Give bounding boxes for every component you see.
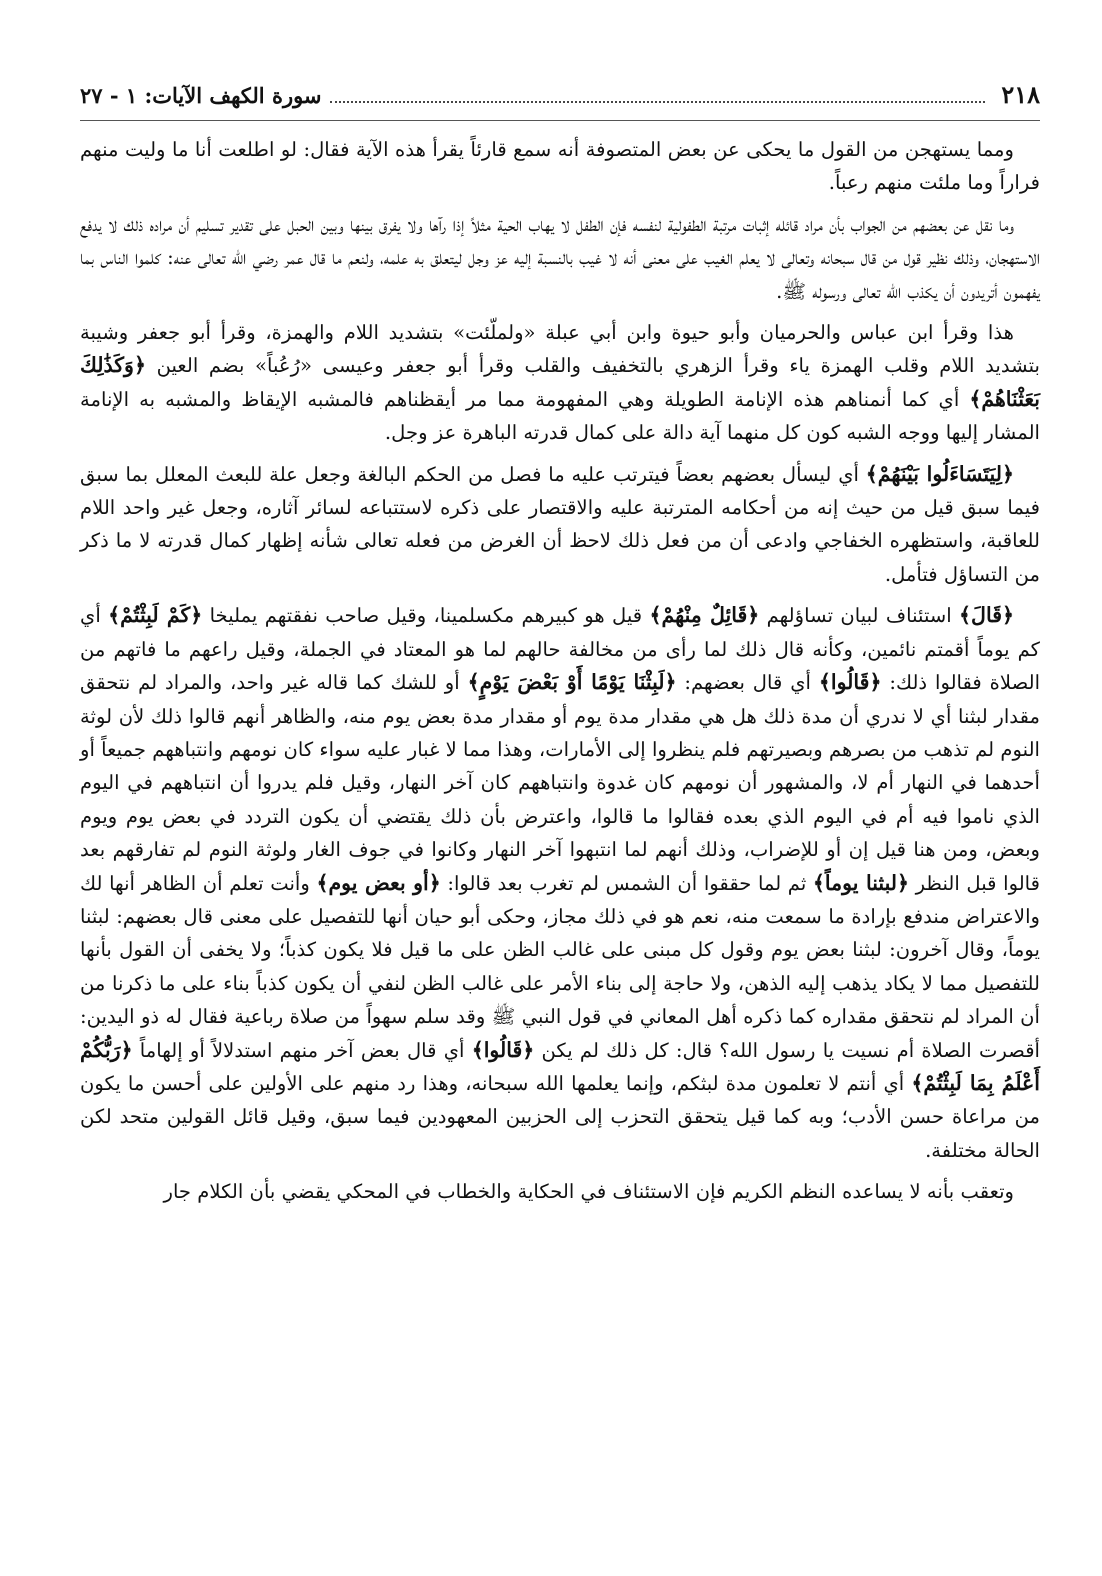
paragraph: [80, 208, 1040, 308]
book-page: [80, 80, 1040, 1550]
quran-quote: ﴿أو بعض يوم﴾: [316, 870, 441, 895]
paragraph: [80, 133, 1040, 200]
text-run: استئناف لبيان تساؤلهم: [759, 604, 960, 628]
paragraph: [80, 458, 1040, 592]
text-run: قيل هو كبيرهم مكسلمينا، وقيل صاحب نفقتهم يمليخا: [202, 604, 650, 628]
paragraph: [80, 1175, 1040, 1208]
quran-quote: ﴿قَائِلٌ مِنْهُمْ﴾: [649, 603, 760, 628]
text-run: أي ليسأل بعضهم بعضاً فيترتب عليه ما فصل من الحكم البالغة وجعل علة للبعث المعلل بما سبق فيما سبق قيل من حيث إنه من أحكامه المترتبة عليه والاقتصار على ذكره لاستتباعه لسائر آثاره، وجعل غير واحد اللام للعاقبة، واستظهره الخفاجي وادعى أن من فعل ذلك لاحظ أن الغرض من فعله تعالى شأنه إظهار كمال قدرته لا ما ذكر من التساؤل فتأمل.: [80, 462, 1040, 586]
text-run: أي قال بعض آخر منهم استدلالاً أو إلهاماً: [132, 1038, 472, 1062]
text-run: ثم لما حققوا أن الشمس لم تغرب بعد قالوا:: [440, 871, 813, 895]
text-run: وتعقب بأنه لا يساعده النظم الكريم فإن الاستئناف في الحكاية والخطاب في المحكي يقضي بأن الكلام جار: [163, 1180, 1014, 1204]
paragraph: [80, 599, 1040, 1167]
quran-quote: ﴿وَكَذَٰلِكَ بَعَثْنَاهُمْ﴾: [80, 353, 1040, 411]
running-header: [80, 80, 1040, 121]
quran-quote: ﴿قَالَ﴾: [959, 603, 1015, 628]
text-run: أي أنتم لا تعلمون مدة لبثكم، وإنما يعلمها الله سبحانه، وهذا رد منهم على الأولين على أحسن ما يكون من مراعاة حسن الأدب؛ وبه كما قيل يتحقق التحزب إلى الحزبين المعهودين فيما سبق، وقيل قائل القولين متحد لكن الحالة مختلفة.: [80, 1071, 1040, 1162]
quran-quote: ﴿رَبُّكُمْ أَعْلَمُ بِمَا لَبِثْتُمْ﴾: [80, 1037, 1040, 1095]
quran-quote: ﴿لِيَتَسَاءَلُوا بَيْنَهُمْ﴾: [865, 461, 1015, 486]
quran-quote: ﴿قَالُوا﴾: [471, 1037, 535, 1062]
dotted-leader: [330, 100, 986, 103]
text-run: أي كم يوماً أقمتم نائمين، وكأنه قال ذلك لما رأى من مخالفة حالهم لما هو المعتاد في الجملة، وقيل راعهم ما فاتهم من الصلاة فقالوا ذلك:: [80, 604, 1041, 695]
text-run: أو للشك كما قاله غير واحد، والمراد لم نتحقق مقدار لبثنا أي لا ندري أن مدة ذلك هل هي مقدار مدة يوم أو مقدار مدة بعض يوم منه، والظاهر أنهم قالوا ذلك لأن لوثة النوم لم تذهب من بصرهم وبصيرتهم فلم ينظروا إلى الأمارات، وهذا مما لا غبار عليه سواء كان نومهم وانتباههم جميعاً أو أحدهما في النهار أم لا، والمشهور أن نومهم كان غدوة وانتباههم كان آخر النهار، وقيل فلم يدروا أن انتباههم في اليوم الذي ناموا فيه أم في اليوم الذي بعده فقالوا ما قالوا، واعترض بأن ذلك يقتضي أن يكون التردد في بعض يوم ويوم وبعض، ومن هنا قيل إن أو للإضراب، وذلك أنهم لما انتبهوا آخر النهار وكانوا في جوف الغار ولوثة النوم لم تفارقهم بعد قالوا قبل النظر: [80, 671, 1041, 895]
page-number: ٢١٨: [1001, 80, 1040, 109]
quran-quote: ﴿قَالُوا﴾: [818, 670, 882, 695]
text-run: أي قال بعضهم:: [676, 671, 819, 695]
quran-quote: ﴿لبثنا يوماً﴾: [812, 870, 910, 895]
text-run: هذا وقرأ ابن عباس والحرميان وأبو حيوة وابن أبي عبلة «ولملّئت» بتشديد اللام والهمزة، وقرأ أبو جعفر وشيبة بتشديد اللام وقلب الهمزة ياء وقرأ الزهري بالتخفيف والقلب وقرأ أبو جعفر وعيسى «رُعُباً» بضم العين: [80, 321, 1040, 378]
quran-quote: ﴿لَبِثْنَا يَوْمًا أَوْ بَعْضَ يَوْمٍ﴾: [467, 670, 677, 695]
header-title: سورة الكهف الآيات: ١ - ٢٧: [80, 83, 322, 108]
text-run: وما نقل عن بعضهم من الجواب بأن مراد قائله إثبات مرتبة الطفولية لنفسه فإن الطفل لا يهاب الحية مثلاً إذا رآها ولا يفرق بينها وبين الحبل على تقدير تسليم أن مراده ذلك لا يدفع الاستهجان، وذلك نظير قول من قال سبحانه وتعالى لا يعلم الغيب على معنى أنه لا غيب بالنسبة إليه عز وجل ليتعلق به علمه، ولنعم ما قال عمر رضي الله تعالى عنه: كلموا الناس بما يفهمون أتريدون أن يكذب الله تعالى ورسوله ﷺ.: [80, 212, 1040, 303]
text-run: وأنت تعلم أن الظاهر أنها لك والاعتراض مندفع بإرادة ما سمعت منه، نعم هو في ذلك مجاز، وحكى أبو حيان أنها للتفصيل على معنى قال بعضهم: لبثنا يوماً، وقال آخرون: لبثنا بعض يوم وقول كل مبنى على غالب الظن على ما قيل فلا يكون كذباً؛ ولا يخفى أن القول بأنها للتفصيل مما لا يكاد يذهب إليه الذهن، ولا حاجة إلى بناء الأمر على غالب الظن لنفي أن يكون كذباً بناء على ما ذكرنا من أن المراد لم نتحقق مقداره كما ذكره أهل المعاني في قول النبي ﷺ وقد سلم سهواً من صلاة رباعية فقال له ذو اليدين: أقصرت الصلاة أم نسيت يا رسول الله؟ قال: كل ذلك لم يكن: [80, 871, 1040, 1062]
text-run: أي كما أنمناهم هذه الإنامة الطويلة وهي المفهومة مما مر أيقظناهم فالمشبه الإيقاظ والمشبه به الإنامة المشار إليها ووجه الشبه كون كل منهما آية دالة على كمال قدرته الباهرة عز وجل.: [80, 387, 1040, 445]
quran-quote: ﴿كَمْ لَبِثْتُمْ﴾: [108, 603, 203, 628]
paragraph: [80, 316, 1040, 450]
text-run: ومما يستهجن من القول ما يحكى عن بعض المتصوفة أنه سمع قارئاً يقرأ هذه الآية فقال: لو اطلعت أنا ما وليت منهم فراراً وما ملئت منهم رعباً.: [80, 138, 1040, 195]
body-text: [80, 133, 1040, 1209]
